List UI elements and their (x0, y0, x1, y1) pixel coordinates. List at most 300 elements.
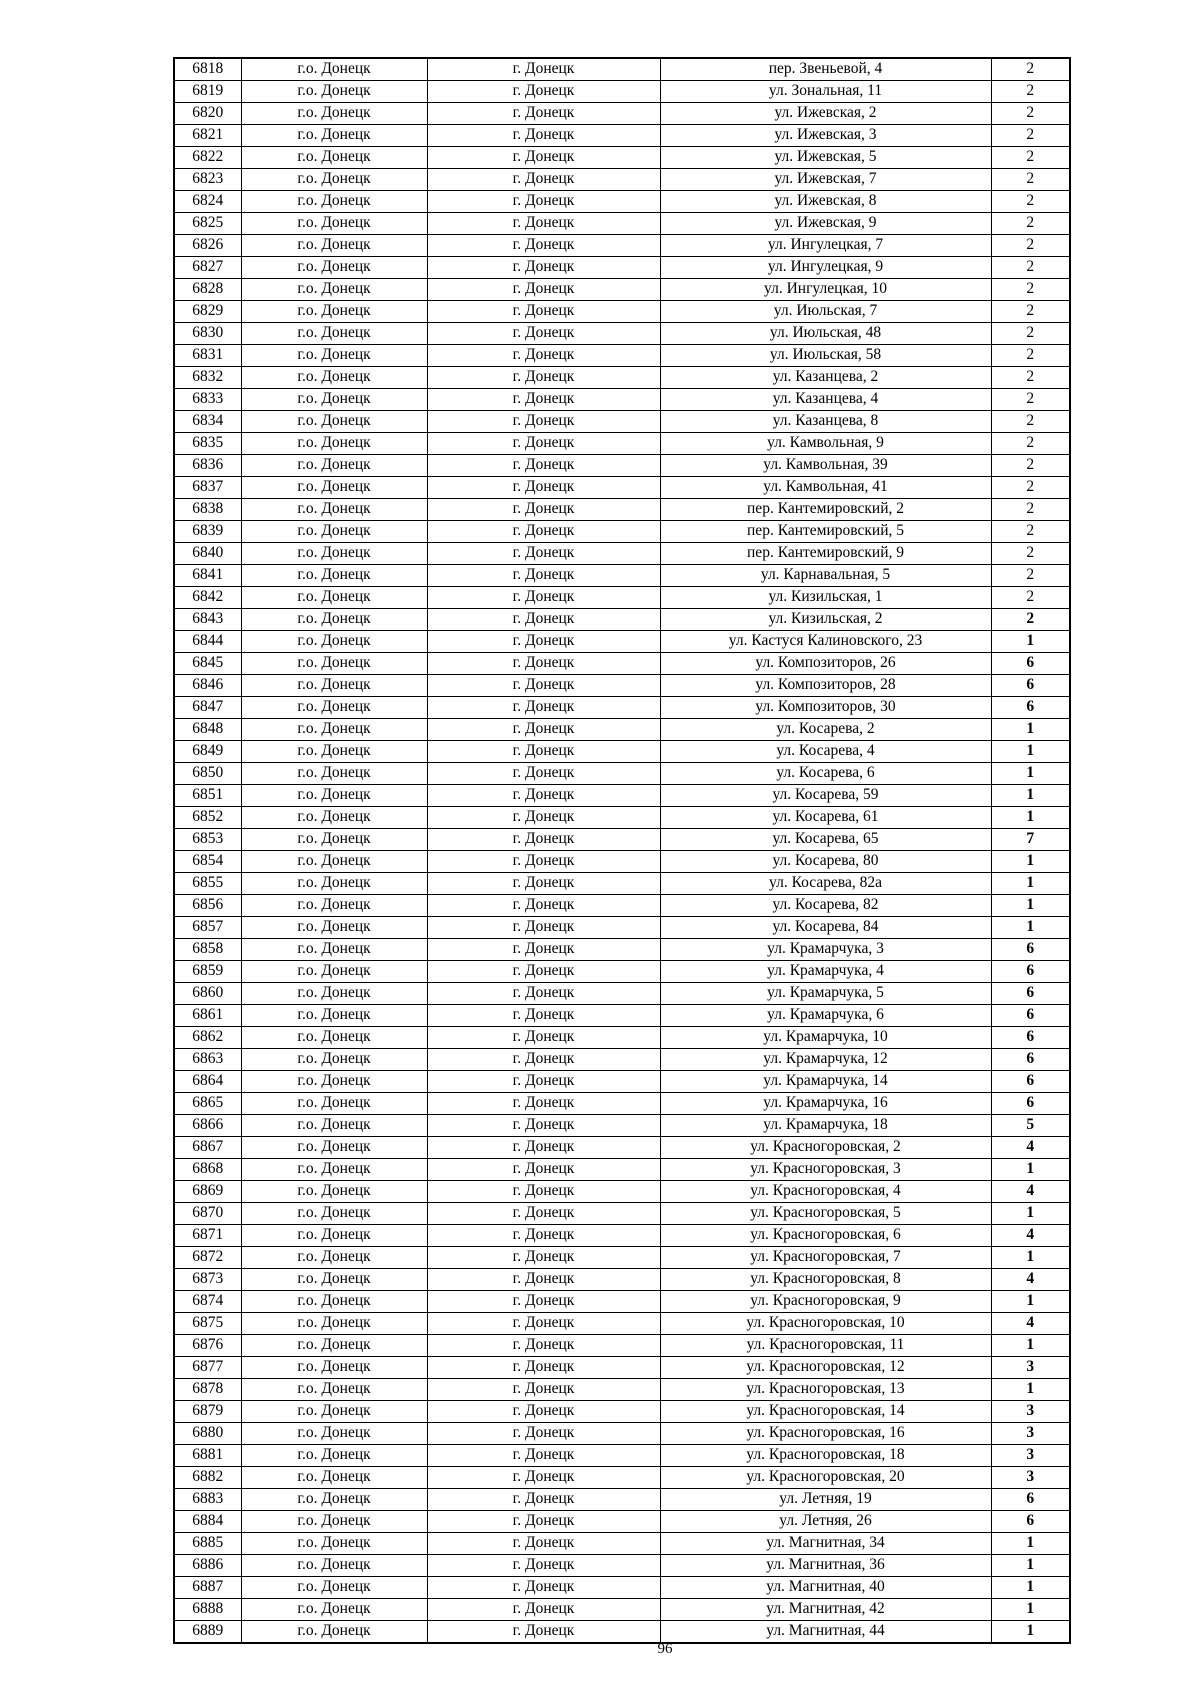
table-row (174, 696, 1070, 718)
city-cell: г. Донецк (427, 212, 660, 234)
row-number-cell: 6869 (174, 1180, 241, 1202)
district-cell: г.о. Донецк (241, 520, 427, 542)
row-number-cell: 6883 (174, 1488, 241, 1510)
row-number-cell: 6877 (174, 1356, 241, 1378)
city-cell: г. Донецк (427, 520, 660, 542)
city-cell: г. Донецк (427, 982, 660, 1004)
district-cell: г.о. Донецк (241, 894, 427, 916)
city-cell: г. Донецк (427, 1268, 660, 1290)
city-cell: г. Донецк (427, 784, 660, 806)
address-cell: ул. Красногоровская, 18 (660, 1444, 991, 1466)
count-cell: 2 (991, 124, 1070, 146)
count-cell: 1 (991, 630, 1070, 652)
count-cell: 6 (991, 1070, 1070, 1092)
district-cell: г.о. Донецк (241, 1070, 427, 1092)
district-cell: г.о. Донецк (241, 432, 427, 454)
district-cell: г.о. Донецк (241, 1356, 427, 1378)
count-cell: 1 (991, 806, 1070, 828)
row-number-cell: 6821 (174, 124, 241, 146)
city-cell: г. Донецк (427, 124, 660, 146)
count-cell: 6 (991, 1026, 1070, 1048)
count-cell: 3 (991, 1466, 1070, 1488)
district-cell: г.о. Донецк (241, 938, 427, 960)
district-cell: г.о. Донецк (241, 1532, 427, 1554)
row-number-cell: 6852 (174, 806, 241, 828)
row-number-cell: 6863 (174, 1048, 241, 1070)
row-number-cell: 6856 (174, 894, 241, 916)
row-number-cell: 6845 (174, 652, 241, 674)
district-cell: г.о. Донецк (241, 1048, 427, 1070)
row-number-cell: 6836 (174, 454, 241, 476)
row-number-cell: 6874 (174, 1290, 241, 1312)
district-cell: г.о. Донецк (241, 674, 427, 696)
address-cell: ул. Ингулецкая, 9 (660, 256, 991, 278)
address-table (173, 57, 1071, 1644)
address-cell: ул. Магнитная, 42 (660, 1598, 991, 1620)
count-cell: 6 (991, 674, 1070, 696)
count-cell: 2 (991, 168, 1070, 190)
table-row (174, 1532, 1070, 1554)
row-number-cell: 6853 (174, 828, 241, 850)
city-cell: г. Донецк (427, 102, 660, 124)
city-cell: г. Донецк (427, 718, 660, 740)
count-cell: 1 (991, 740, 1070, 762)
district-cell: г.о. Донецк (241, 1378, 427, 1400)
row-number-cell: 6838 (174, 498, 241, 520)
address-cell: ул. Кизильская, 2 (660, 608, 991, 630)
address-cell: ул. Ижевская, 5 (660, 146, 991, 168)
row-number-cell: 6881 (174, 1444, 241, 1466)
city-cell: г. Донецк (427, 1378, 660, 1400)
district-cell: г.о. Донецк (241, 410, 427, 432)
city-cell: г. Донецк (427, 476, 660, 498)
table-row (174, 432, 1070, 454)
count-cell: 1 (991, 1378, 1070, 1400)
row-number-cell: 6861 (174, 1004, 241, 1026)
count-cell: 1 (991, 718, 1070, 740)
count-cell: 2 (991, 234, 1070, 256)
count-cell: 2 (991, 58, 1070, 80)
address-cell: ул. Красногоровская, 10 (660, 1312, 991, 1334)
district-cell: г.о. Донецк (241, 278, 427, 300)
count-cell: 6 (991, 652, 1070, 674)
city-cell: г. Донецк (427, 696, 660, 718)
table-row (174, 410, 1070, 432)
row-number-cell: 6819 (174, 80, 241, 102)
row-number-cell: 6882 (174, 1466, 241, 1488)
row-number-cell: 6875 (174, 1312, 241, 1334)
count-cell: 2 (991, 322, 1070, 344)
row-number-cell: 6830 (174, 322, 241, 344)
district-cell: г.о. Донецк (241, 806, 427, 828)
city-cell: г. Донецк (427, 80, 660, 102)
district-cell: г.о. Донецк (241, 916, 427, 938)
count-cell: 2 (991, 388, 1070, 410)
city-cell: г. Донецк (427, 762, 660, 784)
count-cell: 1 (991, 1532, 1070, 1554)
city-cell: г. Донецк (427, 586, 660, 608)
city-cell: г. Донецк (427, 1466, 660, 1488)
row-number-cell: 6866 (174, 1114, 241, 1136)
row-number-cell: 6862 (174, 1026, 241, 1048)
city-cell: г. Донецк (427, 1048, 660, 1070)
table-body (174, 58, 1070, 1643)
table-row (174, 828, 1070, 850)
row-number-cell: 6857 (174, 916, 241, 938)
address-cell: ул. Крамарчука, 18 (660, 1114, 991, 1136)
table-row (174, 1224, 1070, 1246)
district-cell: г.о. Донецк (241, 1224, 427, 1246)
district-cell: г.о. Донецк (241, 784, 427, 806)
table-row (174, 1576, 1070, 1598)
address-cell: ул. Ижевская, 8 (660, 190, 991, 212)
table-row (174, 1400, 1070, 1422)
count-cell: 3 (991, 1444, 1070, 1466)
address-cell: ул. Косарева, 2 (660, 718, 991, 740)
district-cell: г.о. Донецк (241, 718, 427, 740)
count-cell: 2 (991, 586, 1070, 608)
row-number-cell: 6872 (174, 1246, 241, 1268)
count-cell: 1 (991, 1620, 1070, 1642)
row-number-cell: 6825 (174, 212, 241, 234)
address-cell: ул. Крамарчука, 14 (660, 1070, 991, 1092)
address-cell: ул. Ижевская, 3 (660, 124, 991, 146)
row-number-cell: 6870 (174, 1202, 241, 1224)
address-cell: пер. Кантемировский, 9 (660, 542, 991, 564)
district-cell: г.о. Донецк (241, 828, 427, 850)
city-cell: г. Донецк (427, 1488, 660, 1510)
city-cell: г. Донецк (427, 278, 660, 300)
city-cell: г. Донецк (427, 498, 660, 520)
table-row (174, 630, 1070, 652)
city-cell: г. Донецк (427, 1576, 660, 1598)
row-number-cell: 6828 (174, 278, 241, 300)
city-cell: г. Донецк (427, 828, 660, 850)
table-row (174, 1356, 1070, 1378)
address-cell: ул. Косарева, 61 (660, 806, 991, 828)
table-row (174, 58, 1070, 80)
table-row (174, 322, 1070, 344)
district-cell: г.о. Донецк (241, 1202, 427, 1224)
address-cell: ул. Косарева, 82 (660, 894, 991, 916)
table-row (174, 718, 1070, 740)
district-cell: г.о. Донецк (241, 476, 427, 498)
row-number-cell: 6844 (174, 630, 241, 652)
row-number-cell: 6831 (174, 344, 241, 366)
district-cell: г.о. Донецк (241, 1554, 427, 1576)
count-cell: 2 (991, 608, 1070, 630)
city-cell: г. Донецк (427, 850, 660, 872)
city-cell: г. Донецк (427, 190, 660, 212)
table-row (174, 300, 1070, 322)
table-row (174, 1114, 1070, 1136)
count-cell: 6 (991, 1092, 1070, 1114)
city-cell: г. Донецк (427, 1532, 660, 1554)
district-cell: г.о. Донецк (241, 564, 427, 586)
city-cell: г. Донецк (427, 1422, 660, 1444)
city-cell: г. Донецк (427, 1620, 660, 1642)
city-cell: г. Донецк (427, 1554, 660, 1576)
address-cell: ул. Кизильская, 1 (660, 586, 991, 608)
table-row (174, 1246, 1070, 1268)
count-cell: 6 (991, 982, 1070, 1004)
address-cell: ул. Камвольная, 9 (660, 432, 991, 454)
count-cell: 2 (991, 498, 1070, 520)
city-cell: г. Донецк (427, 58, 660, 80)
address-cell: ул. Красногоровская, 5 (660, 1202, 991, 1224)
address-cell: пер. Звеньевой, 4 (660, 58, 991, 80)
address-cell: ул. Красногоровская, 11 (660, 1334, 991, 1356)
page-number: 96 (657, 1641, 673, 1657)
table-row (174, 168, 1070, 190)
address-cell: ул. Косарева, 59 (660, 784, 991, 806)
address-cell: ул. Магнитная, 44 (660, 1620, 991, 1642)
table-row (174, 806, 1070, 828)
city-cell: г. Донецк (427, 168, 660, 190)
table-row (174, 960, 1070, 982)
city-cell: г. Донецк (427, 674, 660, 696)
table-row (174, 278, 1070, 300)
count-cell: 1 (991, 1576, 1070, 1598)
address-cell: ул. Красногоровская, 3 (660, 1158, 991, 1180)
district-cell: г.о. Донецк (241, 1312, 427, 1334)
count-cell: 2 (991, 80, 1070, 102)
city-cell: г. Донецк (427, 454, 660, 476)
address-cell: ул. Красногоровская, 12 (660, 1356, 991, 1378)
table-row (174, 1334, 1070, 1356)
table-row (174, 1158, 1070, 1180)
district-cell: г.о. Донецк (241, 850, 427, 872)
address-cell: ул. Ингулецкая, 7 (660, 234, 991, 256)
district-cell: г.о. Донецк (241, 652, 427, 674)
row-number-cell: 6847 (174, 696, 241, 718)
address-cell: ул. Июльская, 48 (660, 322, 991, 344)
table-row (174, 1422, 1070, 1444)
district-cell: г.о. Донецк (241, 696, 427, 718)
district-cell: г.о. Донецк (241, 366, 427, 388)
city-cell: г. Донецк (427, 366, 660, 388)
count-cell: 1 (991, 1290, 1070, 1312)
count-cell: 4 (991, 1268, 1070, 1290)
district-cell: г.о. Донецк (241, 234, 427, 256)
district-cell: г.о. Донецк (241, 300, 427, 322)
row-number-cell: 6834 (174, 410, 241, 432)
district-cell: г.о. Донецк (241, 1400, 427, 1422)
district-cell: г.о. Донецк (241, 344, 427, 366)
row-number-cell: 6823 (174, 168, 241, 190)
row-number-cell: 6840 (174, 542, 241, 564)
city-cell: г. Донецк (427, 1004, 660, 1026)
district-cell: г.о. Донецк (241, 190, 427, 212)
city-cell: г. Донецк (427, 1114, 660, 1136)
count-cell: 2 (991, 256, 1070, 278)
row-number-cell: 6822 (174, 146, 241, 168)
city-cell: г. Донецк (427, 894, 660, 916)
city-cell: г. Донецк (427, 740, 660, 762)
count-cell: 2 (991, 476, 1070, 498)
row-number-cell: 6887 (174, 1576, 241, 1598)
table-row (174, 102, 1070, 124)
table-row (174, 476, 1070, 498)
table-row (174, 124, 1070, 146)
district-cell: г.о. Донецк (241, 1268, 427, 1290)
city-cell: г. Донецк (427, 1136, 660, 1158)
district-cell: г.о. Донецк (241, 454, 427, 476)
row-number-cell: 6848 (174, 718, 241, 740)
city-cell: г. Донецк (427, 1290, 660, 1312)
district-cell: г.о. Донецк (241, 1488, 427, 1510)
table-row (174, 1598, 1070, 1620)
count-cell: 2 (991, 454, 1070, 476)
count-cell: 2 (991, 102, 1070, 124)
row-number-cell: 6884 (174, 1510, 241, 1532)
row-number-cell: 6889 (174, 1620, 241, 1642)
count-cell: 6 (991, 1048, 1070, 1070)
table-row (174, 1026, 1070, 1048)
row-number-cell: 6849 (174, 740, 241, 762)
address-cell: ул. Красногоровская, 9 (660, 1290, 991, 1312)
table-row (174, 1620, 1070, 1642)
address-cell: ул. Зональная, 11 (660, 80, 991, 102)
row-number-cell: 6859 (174, 960, 241, 982)
district-cell: г.о. Донецк (241, 168, 427, 190)
table-row (174, 190, 1070, 212)
city-cell: г. Донецк (427, 432, 660, 454)
count-cell: 2 (991, 520, 1070, 542)
district-cell: г.о. Донецк (241, 1246, 427, 1268)
row-number-cell: 6827 (174, 256, 241, 278)
table-row (174, 850, 1070, 872)
table-row (174, 1070, 1070, 1092)
address-cell: ул. Летняя, 26 (660, 1510, 991, 1532)
district-cell: г.о. Донецк (241, 498, 427, 520)
address-cell: ул. Композиторов, 28 (660, 674, 991, 696)
table-row (174, 740, 1070, 762)
address-cell: ул. Крамарчука, 12 (660, 1048, 991, 1070)
district-cell: г.о. Донецк (241, 630, 427, 652)
table-row (174, 366, 1070, 388)
address-cell: ул. Красногоровская, 8 (660, 1268, 991, 1290)
table-row (174, 1202, 1070, 1224)
city-cell: г. Донецк (427, 564, 660, 586)
district-cell: г.о. Донецк (241, 1290, 427, 1312)
row-number-cell: 6865 (174, 1092, 241, 1114)
count-cell: 2 (991, 278, 1070, 300)
city-cell: г. Донецк (427, 630, 660, 652)
address-cell: ул. Крамарчука, 3 (660, 938, 991, 960)
address-cell: ул. Камвольная, 39 (660, 454, 991, 476)
address-cell: ул. Камвольная, 41 (660, 476, 991, 498)
table-row (174, 344, 1070, 366)
address-cell: ул. Красногоровская, 2 (660, 1136, 991, 1158)
city-cell: г. Донецк (427, 1026, 660, 1048)
city-cell: г. Донецк (427, 542, 660, 564)
table-row (174, 1092, 1070, 1114)
count-cell: 4 (991, 1224, 1070, 1246)
table-row (174, 872, 1070, 894)
city-cell: г. Донецк (427, 388, 660, 410)
address-cell: ул. Крамарчука, 4 (660, 960, 991, 982)
row-number-cell: 6824 (174, 190, 241, 212)
row-number-cell: 6835 (174, 432, 241, 454)
row-number-cell: 6886 (174, 1554, 241, 1576)
count-cell: 2 (991, 146, 1070, 168)
address-cell: ул. Красногоровская, 20 (660, 1466, 991, 1488)
city-cell: г. Донецк (427, 1400, 660, 1422)
city-cell: г. Донецк (427, 1444, 660, 1466)
row-number-cell: 6873 (174, 1268, 241, 1290)
row-number-cell: 6839 (174, 520, 241, 542)
address-cell: ул. Крамарчука, 16 (660, 1092, 991, 1114)
table-row (174, 916, 1070, 938)
count-cell: 2 (991, 212, 1070, 234)
count-cell: 5 (991, 1114, 1070, 1136)
district-cell: г.о. Донецк (241, 1136, 427, 1158)
table-row (174, 938, 1070, 960)
row-number-cell: 6841 (174, 564, 241, 586)
address-cell: ул. Магнитная, 36 (660, 1554, 991, 1576)
row-number-cell: 6876 (174, 1334, 241, 1356)
address-cell: пер. Кантемировский, 5 (660, 520, 991, 542)
count-cell: 1 (991, 762, 1070, 784)
address-cell: ул. Казанцева, 4 (660, 388, 991, 410)
address-cell: ул. Крамарчука, 5 (660, 982, 991, 1004)
table-row (174, 212, 1070, 234)
address-cell: ул. Крамарчука, 6 (660, 1004, 991, 1026)
count-cell: 6 (991, 696, 1070, 718)
address-cell: ул. Косарева, 84 (660, 916, 991, 938)
table-row (174, 982, 1070, 1004)
address-cell: ул. Красногоровская, 16 (660, 1422, 991, 1444)
count-cell: 2 (991, 542, 1070, 564)
district-cell: г.о. Донецк (241, 960, 427, 982)
city-cell: г. Донецк (427, 300, 660, 322)
table-row (174, 652, 1070, 674)
table-row (174, 234, 1070, 256)
district-cell: г.о. Донецк (241, 1444, 427, 1466)
address-cell: ул. Ижевская, 2 (660, 102, 991, 124)
address-cell: ул. Косарева, 80 (660, 850, 991, 872)
count-cell: 2 (991, 300, 1070, 322)
address-cell: ул. Косарева, 6 (660, 762, 991, 784)
address-cell: ул. Июльская, 7 (660, 300, 991, 322)
district-cell: г.о. Донецк (241, 1092, 427, 1114)
row-number-cell: 6878 (174, 1378, 241, 1400)
district-cell: г.о. Донецк (241, 586, 427, 608)
district-cell: г.о. Донецк (241, 1598, 427, 1620)
row-number-cell: 6843 (174, 608, 241, 630)
address-cell: ул. Казанцева, 2 (660, 366, 991, 388)
city-cell: г. Донецк (427, 146, 660, 168)
table-row (174, 542, 1070, 564)
district-cell: г.о. Донецк (241, 542, 427, 564)
row-number-cell: 6832 (174, 366, 241, 388)
district-cell: г.о. Донецк (241, 388, 427, 410)
address-cell: ул. Красногоровская, 7 (660, 1246, 991, 1268)
row-number-cell: 6864 (174, 1070, 241, 1092)
table-row (174, 1290, 1070, 1312)
table-row (174, 388, 1070, 410)
district-cell: г.о. Донецк (241, 146, 427, 168)
table-row (174, 608, 1070, 630)
district-cell: г.о. Донецк (241, 1004, 427, 1026)
count-cell: 2 (991, 344, 1070, 366)
table-row (174, 256, 1070, 278)
row-number-cell: 6851 (174, 784, 241, 806)
row-number-cell: 6868 (174, 1158, 241, 1180)
row-number-cell: 6850 (174, 762, 241, 784)
address-cell: ул. Косарева, 82а (660, 872, 991, 894)
